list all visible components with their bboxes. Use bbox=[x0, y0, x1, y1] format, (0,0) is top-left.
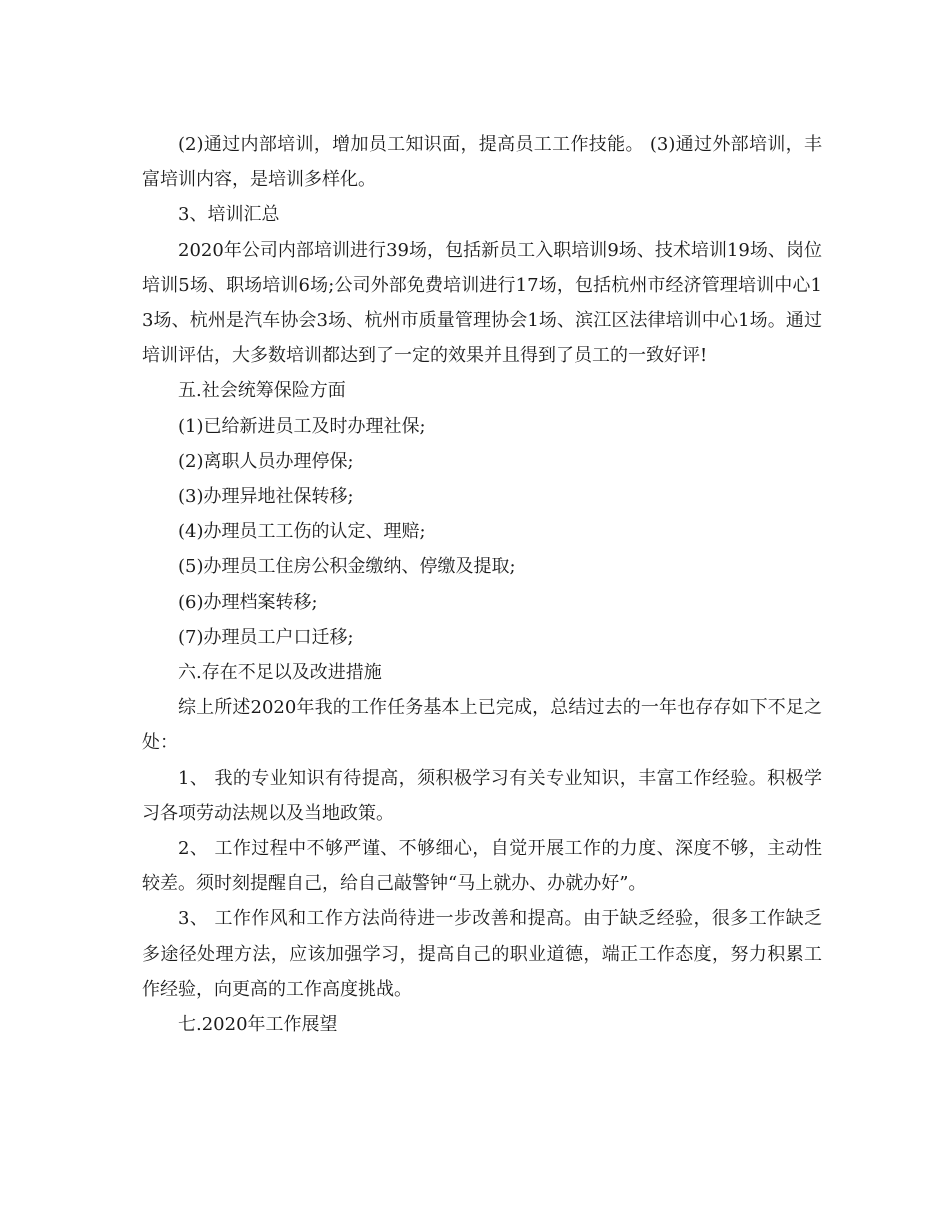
heading-social-insurance: 五.社会统筹保险方面 bbox=[178, 380, 346, 402]
paragraph-shortcomings-intro: 综上所述2020年我的工作任务基本上已完成，总结过去的一年也存存如下不足之处： bbox=[142, 697, 822, 754]
paragraph-training-summary: 2020年公司内部培训进行39场，包括新员工入职培训9场、技术培训19场、岗位培训5场、职场培训6场;公司外部免费培训进行17场，包括杭州市经济管理培训中心13场、杭州是汽车协会3场、杭州市质量管理协会1场、滨江区法律培训中心1场。通过培训评估，大多数培训都达到了一定的效果并且得到了员工的一致好评! bbox=[142, 239, 822, 367]
heading-training-summary: 3、培训汇总 bbox=[178, 204, 280, 226]
list-item: (4)办理员工工伤的认定、理赔; bbox=[178, 521, 426, 543]
paragraph-shortcoming-3: 3、 工作作风和工作方法尚待进一步改善和提高。由于缺乏经验，很多工作缺乏多途径处理方法，应该加强学习，提高自己的职业道德，端正工作态度，努力积累工作经验，向更高的工作高度挑战。 bbox=[142, 908, 822, 1000]
heading-shortcomings: 六.存在不足以及改进措施 bbox=[178, 662, 382, 684]
list-item: (5)办理员工住房公积金缴纳、停缴及提取; bbox=[178, 556, 516, 578]
paragraph-training-goals: (2)通过内部培训，增加员工知识面，提高员工工作技能。 (3)通过外部培训，丰富培训内容，是培训多样化。 bbox=[142, 134, 822, 191]
heading-work-outlook: 七.2020年工作展望 bbox=[178, 1014, 338, 1036]
paragraph-shortcoming-1: 1、 我的专业知识有待提高，须积极学习有关专业知识，丰富工作经验。积极学习各项劳动法规以及当地政策。 bbox=[142, 767, 822, 824]
list-item: (2)离职人员办理停保; bbox=[178, 450, 354, 472]
paragraph-shortcoming-2: 2、 工作过程中不够严谨、不够细心，自觉开展工作的力度、深度不够，主动性较差。须时刻提醒自己，给自己敲警钟“马上就办、办就办好”。 bbox=[142, 838, 822, 895]
list-item: (7)办理员工户口迁移; bbox=[178, 626, 354, 648]
document-body bbox=[142, 127, 822, 1042]
list-item: (6)办理档案转移; bbox=[178, 591, 318, 613]
list-item: (3)办理异地社保转移; bbox=[178, 486, 354, 508]
list-item: (1)已给新进员工及时办理社保; bbox=[178, 415, 426, 437]
